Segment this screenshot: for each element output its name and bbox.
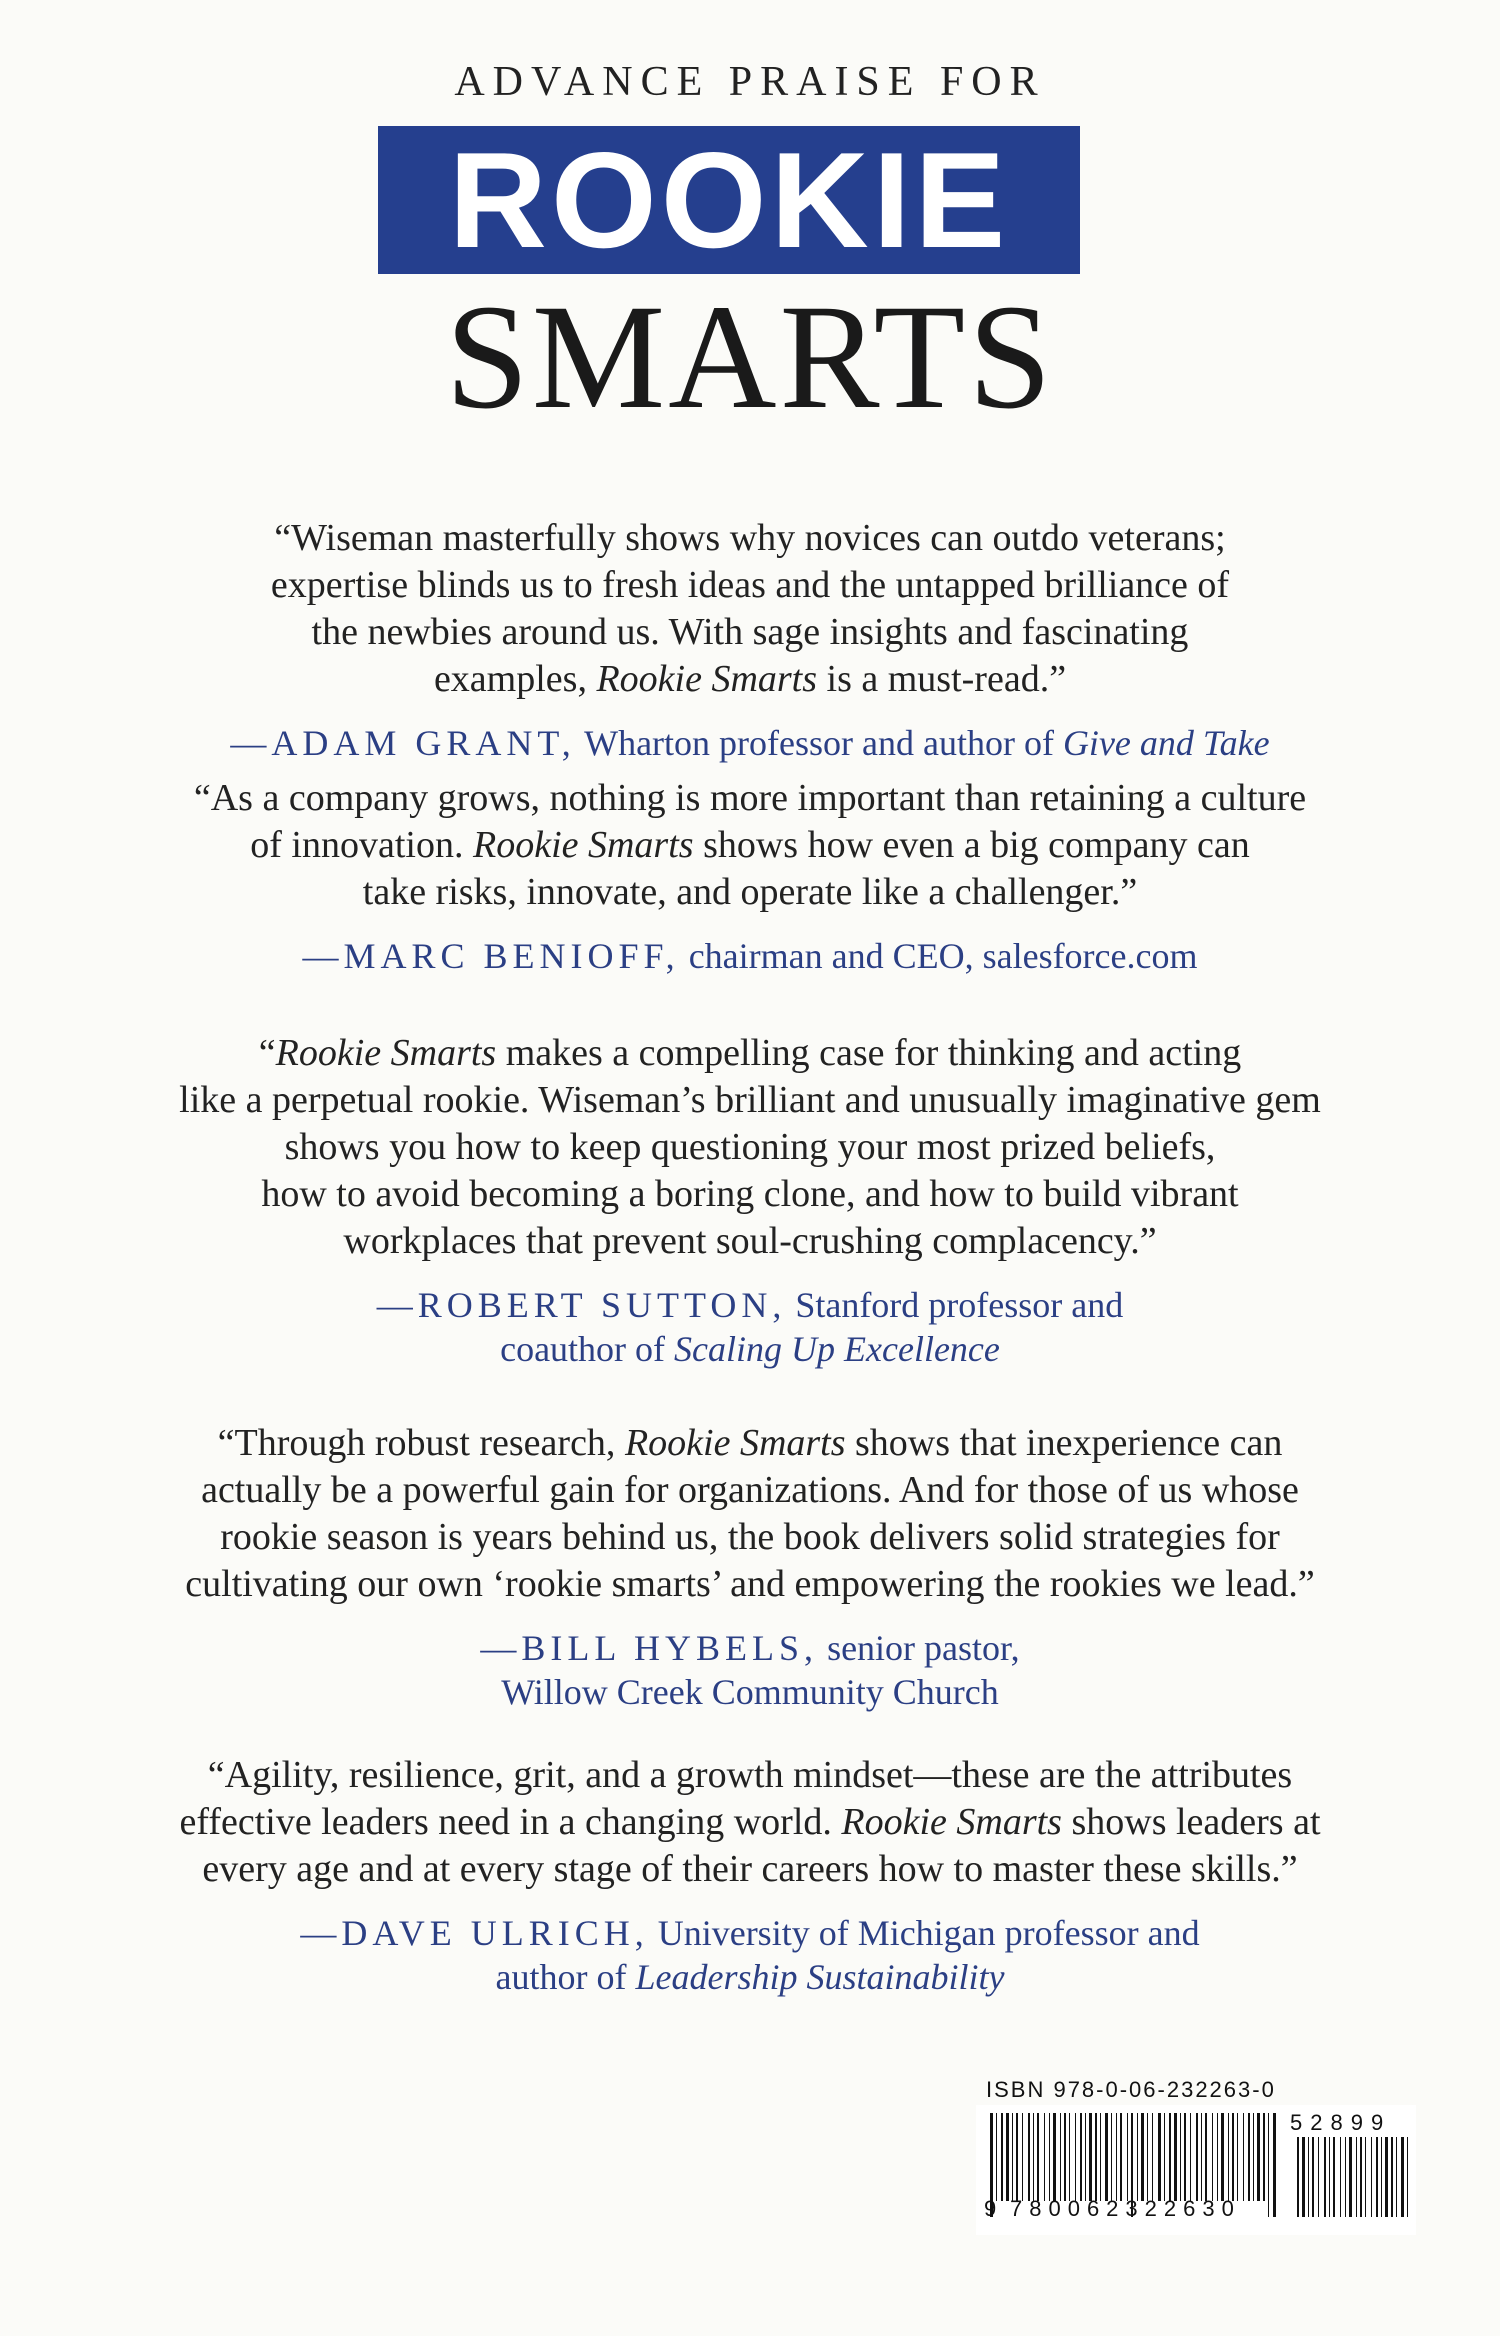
barcode-addon-bar <box>1396 2137 1397 2217</box>
barcode-bar <box>1180 2113 1181 2201</box>
title-rookie: ROOKIE <box>448 124 1010 276</box>
barcode-addon-bar <box>1376 2137 1378 2217</box>
author-credential-line: coauthor of Scaling Up Excellence <box>500 1329 1000 1369</box>
praise-author-name: —ROBERT SUTTON, <box>376 1285 787 1325</box>
barcode-bar <box>1147 2113 1148 2201</box>
barcode-addon-bar <box>1365 2137 1366 2217</box>
barcode-bar <box>1174 2113 1177 2201</box>
barcode-bar <box>1037 2113 1039 2201</box>
praise-attribution <box>0 1283 1500 1371</box>
title-smarts: SMARTS <box>445 274 1055 440</box>
quote-line: “Through robust research, Rookie Smarts shows that inexperience can <box>217 1422 1283 1464</box>
author-credential: —DAVE ULRICH, University of Michigan professor and <box>300 1913 1200 1953</box>
barcode-bar <box>996 2113 997 2201</box>
barcode-addon-bar <box>1391 2137 1393 2217</box>
barcode-bar <box>1273 2113 1276 2217</box>
praise-attribution <box>0 934 1500 978</box>
barcode-bar <box>1022 2113 1023 2201</box>
barcode-bar <box>1201 2113 1202 2201</box>
praise-quote <box>0 1420 1500 1608</box>
barcode-bar <box>1105 2113 1108 2201</box>
barcode-addon-bar <box>1302 2137 1305 2217</box>
barcode-addon-bar <box>1318 2137 1319 2217</box>
barcode-bar <box>1120 2113 1122 2201</box>
quote-line: examples, Rookie Smarts is a must-read.” <box>433 658 1067 700</box>
author-credential: —ADAM GRANT, Wharton professor and author of Give and Take <box>230 723 1270 763</box>
barcode-bar <box>1196 2113 1198 2201</box>
quote-line: “Wiseman masterfully shows why novices can outdo veterans; <box>274 517 1226 559</box>
barcode-bar <box>1232 2113 1234 2201</box>
quote-line: of innovation. Rookie Smarts shows how even a big company can <box>250 824 1250 866</box>
author-credential-line: author of Leadership Sustainability <box>495 1957 1005 1997</box>
barcode-addon-bar <box>1356 2137 1357 2217</box>
barcode-addon-bar <box>1312 2137 1314 2217</box>
praise-attribution <box>0 1626 1500 1714</box>
barcode-bar <box>1263 2113 1265 2201</box>
quote-line: every age and at every stage of their careers how to master these skills.” <box>202 1848 1298 1890</box>
author-credential: —MARC BENIOFF, chairman and CEO, salesforce.com <box>302 936 1198 976</box>
barcode-bar <box>1053 2113 1056 2201</box>
quote-line: expertise blinds us to fresh ideas and the untapped brilliance of <box>270 564 1230 606</box>
quote-line: shows you how to keep questioning your most prized beliefs, <box>284 1126 1216 1168</box>
barcode-addon-bar <box>1385 2137 1388 2217</box>
title-banner <box>378 126 1080 274</box>
barcode-bar <box>1089 2113 1092 2201</box>
barcode-addon-bar <box>1401 2137 1404 2217</box>
praise-author-name: —ADAM GRANT, <box>230 723 576 763</box>
barcode-addon-bar <box>1407 2137 1408 2217</box>
barcode-addon-bar <box>1340 2137 1341 2217</box>
praise-quote <box>0 1030 1500 1265</box>
barcode-first-digit: 9 <box>984 2196 997 2221</box>
isbn-label: ISBN 978-0-06-232263-0 <box>986 2077 1276 2102</box>
quote-line: workplaces that prevent soul-crushing complacency.” <box>343 1220 1157 1262</box>
quote-line: like a perpetual rookie. Wiseman’s brilliant and unusually imaginative gem <box>179 1079 1321 1121</box>
quote-line: how to avoid becoming a boring clone, and how to build vibrant <box>261 1173 1239 1215</box>
barcode-bar <box>1221 2113 1224 2201</box>
barcode-bar <box>1237 2113 1238 2201</box>
barcode-addon-bar <box>1324 2137 1326 2217</box>
barcode-addon-bar <box>1345 2137 1346 2217</box>
quote-line: the newbies around us. With sage insights and fascinating <box>311 611 1189 653</box>
barcode-addon-bar <box>1308 2137 1309 2217</box>
barcode-addon-bar <box>1333 2137 1335 2217</box>
barcode-bar <box>1044 2113 1045 2201</box>
barcode-bar <box>1184 2113 1186 2201</box>
barcode-bar <box>1111 2113 1112 2201</box>
quote-line: cultivating our own ‘rookie smarts’ and empowering the rookies we lead.” <box>185 1563 1315 1605</box>
quote-line: “Agility, resilience, grit, and a growth mindset—these are the attributes <box>207 1754 1293 1796</box>
praise-attribution <box>0 721 1500 765</box>
barcode-bar <box>1100 2113 1101 2201</box>
praise-author-name: —BILL HYBELS, <box>480 1628 819 1668</box>
barcode-bar <box>1141 2113 1144 2201</box>
barcode-addon-bar <box>1371 2137 1372 2217</box>
quote-line: take risks, innovate, and operate like a challenger.” <box>362 871 1138 913</box>
praise-author-name: —DAVE ULRICH, <box>300 1913 649 1953</box>
barcode-bar <box>1064 2113 1066 2201</box>
barcode-bar <box>1158 2113 1161 2201</box>
praise-attribution <box>0 1911 1500 1999</box>
barcode-bar <box>1268 2113 1269 2217</box>
barcode-bar <box>1012 2113 1013 2201</box>
barcode-bar <box>1001 2113 1003 2201</box>
barcode-addon-bar <box>1329 2137 1330 2217</box>
barcode-bar <box>1085 2113 1086 2201</box>
barcode-bar <box>1006 2113 1009 2201</box>
barcode-bar <box>1152 2113 1153 2201</box>
barcode-bar <box>1212 2113 1213 2201</box>
barcode-bar <box>1228 2113 1229 2201</box>
barcode-addon-bar <box>1349 2137 1352 2217</box>
author-credential: —BILL HYBELS, senior pastor, <box>480 1628 1020 1668</box>
barcode-bar <box>1243 2113 1244 2201</box>
quote-line: “Rookie Smarts makes a compelling case for thinking and acting <box>258 1032 1242 1074</box>
barcode-bar <box>1137 2113 1138 2201</box>
author-credential: —ROBERT SUTTON, Stanford professor and <box>376 1285 1124 1325</box>
barcode-addon-bar <box>1297 2137 1299 2217</box>
barcode-bar <box>1116 2113 1117 2201</box>
barcode-bar <box>1217 2113 1218 2201</box>
barcode-bar <box>1169 2113 1171 2201</box>
quote-line: actually be a powerful gain for organizations. And for those of us whose <box>201 1469 1299 1511</box>
quote-line: effective leaders need in a changing world. Rookie Smarts shows leaders at <box>179 1801 1321 1843</box>
barcode-addon-bar <box>1381 2137 1382 2217</box>
barcode-bar <box>1257 2113 1260 2201</box>
barcode-bar <box>1016 2113 1018 2201</box>
barcode-bar <box>1253 2113 1254 2201</box>
advance-praise-heading: ADVANCE PRAISE FOR <box>454 59 1046 105</box>
praise-quote <box>0 515 1500 703</box>
author-credential-line: Willow Creek Community Church <box>501 1672 999 1712</box>
barcode-bar <box>1205 2113 1207 2201</box>
barcode-addon-bar <box>1360 2137 1362 2217</box>
praise-quote <box>0 775 1500 916</box>
praise-author-name: —MARC BENIOFF, <box>302 936 680 976</box>
barcode-addon-digits: 52899 <box>1290 2110 1392 2135</box>
quote-line: rookie season is years behind us, the book delivers solid strategies for <box>220 1516 1280 1558</box>
quote-line: “As a company grows, nothing is more important than retaining a culture <box>193 777 1307 819</box>
barcode-bar <box>1080 2113 1082 2201</box>
barcode-bar <box>1060 2113 1061 2201</box>
barcode-bar <box>1190 2113 1191 2201</box>
barcode-bar <box>1069 2113 1070 2201</box>
barcode-bar <box>1095 2113 1097 2201</box>
praise-quote <box>0 1752 1500 1893</box>
barcode-bar <box>1075 2113 1076 2201</box>
barcode-bar <box>1248 2113 1250 2201</box>
barcode-bar <box>1127 2113 1128 2201</box>
barcode-bar <box>1164 2113 1165 2201</box>
barcode-main-digits: 780062322630 <box>1010 2196 1241 2221</box>
barcode-bar <box>1033 2113 1034 2201</box>
barcode-bar <box>1028 2113 1030 2201</box>
barcode-bar <box>1049 2113 1050 2201</box>
